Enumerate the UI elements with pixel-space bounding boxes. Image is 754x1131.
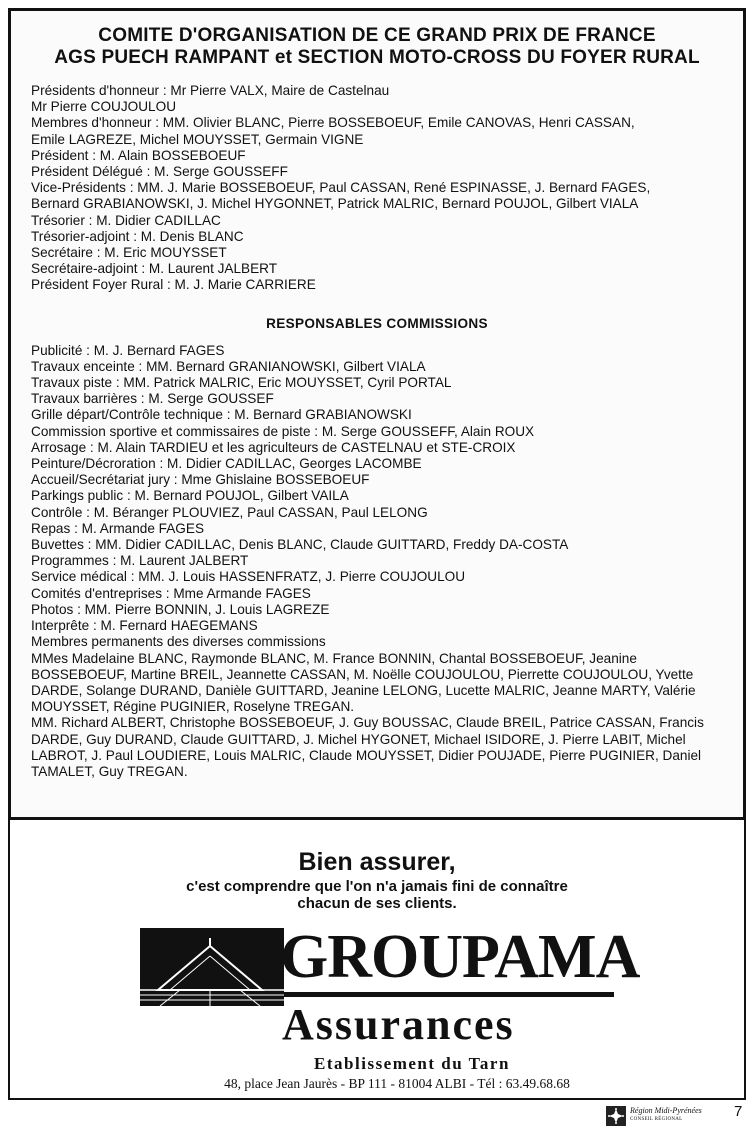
page-number: 7 xyxy=(734,1103,743,1120)
member-line: Présidents d'honneur : Mr Pierre VALX, Maire de Castelnau xyxy=(31,83,390,98)
permanent-members-women: MMes Madelaine BLANC, Raymonde BLANC, M. France BONNIN, Chantal BOSSEBOEUF, Jeanine BOSSEBOEUF, Martine BREIL, Jeannette CASSAN, M. Noëlle COUJOULOU, Pierrette COUJOULOU, Yvette DARDE, Solange DURAND, Danièle GUITTARD, Jeanine LELONG, Lucette MALRIC, Jeanne MARTY, Valérie MOUYSSET, Régine PUGINIER, Roselyne TREGAN. xyxy=(31,650,696,715)
ad-subtitle xyxy=(10,878,744,912)
member-line: Secrétaire : M. Eric MOUYSSET xyxy=(31,245,227,261)
commission-line: Grille départ/Contrôle technique : M. Bernard GRABIANOWSKI xyxy=(31,407,412,423)
member-line: Emile LAGREZE, Michel MOUYSSET, Germain VIGNE xyxy=(31,131,364,147)
commission-line: Accueil/Secrétariat jury : Mme Ghislaine BOSSEBOEUF xyxy=(31,472,370,488)
member-line: Trésorier : M. Didier CADILLAC xyxy=(31,212,221,228)
commission-line: Interprête : M. Fernard HAEGEMANS xyxy=(31,618,258,634)
commission-line: Photos : MM. Pierre BONNIN, J. Louis LAGREZE xyxy=(31,601,330,617)
commission-line: Parkings public : M. Bernard POUJOL, Gilbert VAILA xyxy=(31,488,349,504)
brand-name: GROUPAMA xyxy=(280,923,640,991)
region-subtitle: CONSEIL RÉGIONAL xyxy=(630,1117,683,1122)
commission-line: Service médical : MM. J. Louis HASSENFRATZ, J. Pierre COUJOULOU xyxy=(31,569,466,585)
commission-line: Commission sportive et commissaires de piste : M. Serge GOUSSEFF, Alain ROUX xyxy=(31,423,535,439)
member-line: Président : M. Alain BOSSEBOEUF xyxy=(31,147,246,163)
commission-line: Repas : M. Armande FAGES xyxy=(31,520,205,536)
committee-title-line1: COMITE D'ORGANISATION DE CE GRAND PRIX DE FRANCE xyxy=(98,25,656,46)
committee-panel xyxy=(8,8,746,820)
member-line: Mr Pierre COUJOULOU xyxy=(31,99,177,115)
establishment-address: 48, place Jean Jaurès - BP 111 - 81004 ALBI - Tél : 63.49.68.68 xyxy=(224,1076,570,1091)
member-line: Vice-Présidents : MM. J. Marie BOSSEBOEUF, Paul CASSAN, René ESPINASSE, J. Bernard FAGES, xyxy=(31,180,651,196)
commission-line: Peinture/Décroration : M. Didier CADILLAC, Georges LACOMBE xyxy=(31,456,422,472)
member-line: Secrétaire-adjoint : M. Laurent JALBERT xyxy=(31,261,278,277)
commissions-heading: RESPONSABLES COMMISSIONS xyxy=(266,315,488,331)
member-line: Président Foyer Rural : M. J. Marie CARRIERE xyxy=(31,277,316,293)
commissions-list xyxy=(31,343,723,651)
committee-members-list xyxy=(31,83,723,294)
commission-line: Comités d'entreprises : Mme Armande FAGES xyxy=(31,585,311,601)
commission-line: Travaux piste : MM. Patrick MALRIC, Eric MOUYSSET, Cyril PORTAL xyxy=(31,375,452,391)
farmhouse-icon xyxy=(140,928,284,1006)
member-line: Trésorier-adjoint : M. Denis BLANC xyxy=(31,228,244,244)
permanent-members-men: MM. Richard ALBERT, Christophe BOSSEBOEUF, J. Guy BOUSSAC, Claude BREIL, Patrice CASSAN, Francis DARDE, Guy DURAND, Claude GUITTARD, J. Michel HYGONET, Michael ISIDORE, J. Pierre LABIT, Michel LABROT, J. Paul LOUDIERE, Louis MALRIC, Claude MOUYSSET, Didier POUJADE, Pierre PUGINIER, Daniel TAMALET, Guy TREGAN. xyxy=(31,715,704,779)
committee-title-line2: AGS PUECH RAMPANT et SECTION MOTO-CROSS DU FOYER RURAL xyxy=(54,47,700,68)
occitan-cross-icon xyxy=(606,1106,626,1126)
commission-line: Travaux enceinte : MM. Bernard GRANIANOWSKI, Gilbert VIALA xyxy=(31,358,426,374)
ad-subtitle-line1: c'est comprendre que l'on n'a jamais fini de connaître xyxy=(186,878,568,895)
commission-line: Membres permanents des diverses commissions xyxy=(31,634,326,650)
commission-line: Publicité : M. J. Bernard FAGES xyxy=(31,342,225,358)
establishment-name: Etablissement du Tarn xyxy=(314,1054,510,1073)
commission-line: Programmes : M. Laurent JALBERT xyxy=(31,553,249,569)
groupama-advertisement xyxy=(8,818,746,1100)
brand-subtitle: Assurances xyxy=(282,1000,515,1049)
ad-subtitle-line2: chacun de ses clients. xyxy=(297,895,457,912)
commission-line: Arrosage : M. Alain TARDIEU et les agriculteurs de CASTELNAU et STE-CROIX xyxy=(31,439,516,455)
member-line: Membres d'honneur : MM. Olivier BLANC, Pierre BOSSEBOEUF, Emile CANOVAS, Henri CASSAN, xyxy=(31,115,635,131)
commission-line: Buvettes : MM. Didier CADILLAC, Denis BLANC, Claude GUITTARD, Freddy DA-COSTA xyxy=(31,537,569,553)
ad-headline: Bien assurer, xyxy=(298,848,456,876)
commission-line: Travaux barrières : M. Serge GOUSSEF xyxy=(31,391,274,407)
member-line: Président Délégué : M. Serge GOUSSEFF xyxy=(31,164,288,180)
region-name: Région Midi-Pyrénées xyxy=(630,1106,702,1115)
member-line: Bernard GRABIANOWSKI, J. Michel HYGONNET, Patrick MALRIC, Bernard POUJOL, Gilbert VIALA xyxy=(31,196,639,212)
brand-divider xyxy=(284,992,614,997)
commission-line: Contrôle : M. Béranger PLOUVIEZ, Paul CASSAN, Paul LELONG xyxy=(31,504,428,520)
